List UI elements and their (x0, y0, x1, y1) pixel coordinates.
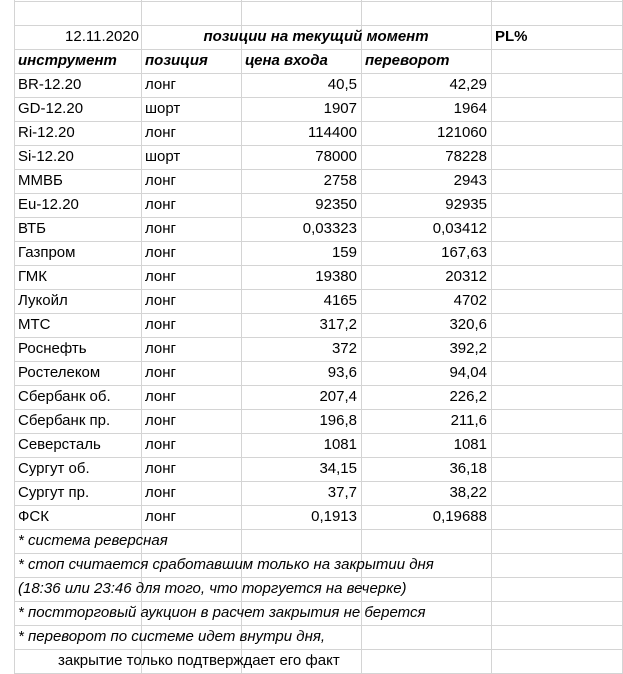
pl-cell[interactable] (491, 313, 623, 337)
date-cell[interactable]: 12.11.2020 (65, 28, 139, 45)
table-row (0, 169, 623, 193)
instrument-cell[interactable]: Ri-12.20 (18, 124, 75, 141)
gridline (14, 1, 623, 2)
note-row (0, 601, 623, 625)
note-row (0, 625, 623, 649)
position-cell[interactable]: лонг (145, 460, 177, 477)
entry-price-cell[interactable]: 114400 (308, 124, 357, 141)
table-row (0, 193, 623, 217)
reversal-cell[interactable]: 92935 (445, 196, 487, 213)
table-row (0, 481, 623, 505)
pl-cell[interactable] (491, 385, 623, 409)
note-row (0, 529, 623, 553)
pl-cell[interactable] (491, 193, 623, 217)
position-cell[interactable]: лонг (145, 508, 177, 525)
pl-cell[interactable] (491, 145, 623, 169)
pl-cell[interactable] (491, 97, 623, 121)
reversal-cell[interactable]: 1964 (453, 100, 487, 117)
col-header-instrument[interactable]: инструмент (18, 52, 117, 69)
pl-cell[interactable] (491, 241, 623, 265)
entry-price-cell[interactable]: 317,2 (319, 316, 357, 333)
reversal-cell[interactable]: 392,2 (449, 340, 487, 357)
table-row (0, 121, 623, 145)
pl-cell[interactable] (491, 265, 623, 289)
instrument-cell[interactable]: Ростелеком (18, 364, 101, 381)
note-text[interactable]: * система реверсная (18, 532, 168, 549)
position-cell[interactable]: лонг (145, 244, 177, 261)
sheet-title[interactable]: позиции на текущий момент (203, 28, 429, 45)
entry-price-cell[interactable]: 2758 (323, 172, 357, 189)
instrument-cell[interactable]: Северсталь (18, 436, 101, 453)
position-cell[interactable]: лонг (145, 436, 177, 453)
instrument-cell[interactable]: BR-12.20 (18, 76, 82, 93)
position-cell[interactable]: лонг (145, 388, 177, 405)
entry-price-cell[interactable]: 207,4 (319, 388, 357, 405)
table-row (0, 73, 623, 97)
reversal-cell[interactable]: 2943 (453, 172, 487, 189)
column-header-row (0, 49, 623, 73)
table-row (0, 289, 623, 313)
instrument-cell[interactable]: Eu-12.20 (18, 196, 79, 213)
note-text[interactable]: * переворот по системе идет внутри дня, (18, 628, 326, 645)
instrument-cell[interactable]: ММВБ (18, 172, 63, 189)
note-text[interactable]: * постторговый аукцион в расчет закрытия не берется (18, 604, 426, 621)
instrument-cell[interactable]: Роснефть (18, 340, 87, 357)
table-row (0, 361, 623, 385)
reversal-cell[interactable]: 94,04 (449, 364, 487, 381)
position-cell[interactable]: лонг (145, 76, 177, 93)
entry-price-cell[interactable]: 93,6 (327, 364, 357, 381)
entry-price-cell[interactable]: 372 (331, 340, 357, 357)
pl-cell[interactable] (491, 505, 623, 529)
table-row (0, 457, 623, 481)
reversal-cell[interactable]: 121060 (436, 124, 487, 141)
note-row (0, 577, 623, 601)
instrument-cell[interactable]: Сургут пр. (18, 484, 90, 501)
entry-price-cell[interactable]: 78000 (315, 148, 357, 165)
position-cell[interactable]: шорт (145, 148, 181, 165)
pl-cell[interactable] (491, 73, 623, 97)
instrument-cell[interactable]: Газпром (18, 244, 76, 261)
position-cell[interactable]: лонг (145, 364, 177, 381)
instrument-cell[interactable]: ГМК (18, 268, 48, 285)
reversal-cell[interactable]: 167,63 (441, 244, 487, 261)
table-row (0, 409, 623, 433)
instrument-cell[interactable]: ВТБ (18, 220, 47, 237)
entry-price-cell[interactable]: 0,03323 (302, 220, 357, 237)
reversal-cell[interactable]: 226,2 (449, 388, 487, 405)
position-cell[interactable]: лонг (145, 220, 177, 237)
reversal-cell[interactable]: 20312 (445, 268, 487, 285)
reversal-cell[interactable]: 36,18 (449, 460, 487, 477)
table-row (0, 337, 623, 361)
position-cell[interactable]: лонг (145, 316, 177, 333)
pl-cell[interactable] (491, 337, 623, 361)
col-header-reversal[interactable]: переворот (365, 52, 450, 69)
pl-cell[interactable] (491, 433, 623, 457)
table-row (0, 313, 623, 337)
entry-price-cell[interactable]: 1081 (323, 436, 357, 453)
reversal-cell[interactable]: 38,22 (449, 484, 487, 501)
position-cell[interactable]: лонг (145, 268, 177, 285)
instrument-cell[interactable]: Сургут об. (18, 460, 90, 477)
entry-price-cell[interactable]: 19380 (315, 268, 357, 285)
entry-price-cell[interactable]: 4165 (323, 292, 357, 309)
pl-cell[interactable] (491, 169, 623, 193)
entry-price-cell[interactable]: 34,15 (319, 460, 357, 477)
col-header-entry-price[interactable]: цена входа (245, 52, 328, 69)
instrument-cell[interactable]: МТС (18, 316, 51, 333)
position-cell[interactable]: лонг (145, 172, 177, 189)
reversal-cell[interactable]: 4702 (453, 292, 487, 309)
note-text[interactable]: закрытие только подтверждает его факт (58, 652, 340, 669)
table-row (0, 217, 623, 241)
position-cell[interactable]: лонг (145, 196, 177, 213)
position-cell[interactable]: лонг (145, 340, 177, 357)
position-cell[interactable]: лонг (145, 292, 177, 309)
position-cell[interactable]: лонг (145, 484, 177, 501)
header-row (0, 25, 623, 49)
instrument-cell[interactable]: ФСК (18, 508, 49, 525)
instrument-cell[interactable]: GD-12.20 (18, 100, 84, 117)
position-cell[interactable]: лонг (145, 412, 177, 429)
table-row (0, 385, 623, 409)
reversal-cell[interactable]: 1081 (453, 436, 487, 453)
reversal-cell[interactable]: 78228 (445, 148, 487, 165)
pl-header[interactable]: PL% (495, 28, 528, 45)
instrument-cell[interactable]: Лукойл (18, 292, 68, 309)
reversal-cell[interactable]: 0,19688 (432, 508, 487, 525)
col-header-position[interactable]: позиция (145, 52, 208, 69)
entry-price-cell[interactable]: 37,7 (327, 484, 357, 501)
instrument-cell[interactable]: Сбербанк об. (18, 388, 111, 405)
table-row (0, 265, 623, 289)
note-row (0, 553, 623, 577)
table-row (0, 505, 623, 529)
pl-cell[interactable] (491, 457, 623, 481)
entry-price-cell[interactable]: 1907 (323, 100, 357, 117)
reversal-cell[interactable]: 0,03412 (432, 220, 487, 237)
table-row (0, 241, 623, 265)
position-cell[interactable]: лонг (145, 124, 177, 141)
table-row (0, 145, 623, 169)
entry-price-cell[interactable]: 0,1913 (311, 508, 357, 525)
position-cell[interactable]: шорт (145, 100, 181, 117)
entry-price-cell[interactable]: 159 (331, 244, 357, 261)
table-row (0, 433, 623, 457)
entry-price-cell[interactable]: 196,8 (319, 412, 357, 429)
pl-cell[interactable] (491, 361, 623, 385)
note-row (0, 649, 623, 673)
pl-cell[interactable] (491, 217, 623, 241)
note-text[interactable]: * стоп считается сработавшим только на закрытии дня (18, 556, 434, 573)
reversal-cell[interactable]: 42,29 (449, 76, 487, 93)
pl-cell[interactable] (491, 289, 623, 313)
instrument-cell[interactable]: Si-12.20 (18, 148, 74, 165)
reversal-cell[interactable]: 211,6 (450, 412, 487, 429)
pl-cell[interactable] (491, 409, 623, 433)
note-text[interactable]: (18:36 или 23:46 для того, что торгуется на вечерке) (18, 580, 407, 597)
entry-price-cell[interactable]: 40,5 (327, 76, 357, 93)
reversal-cell[interactable]: 320,6 (449, 316, 487, 333)
pl-cell[interactable] (491, 121, 623, 145)
pl-cell[interactable] (491, 481, 623, 505)
table-row (0, 97, 623, 121)
entry-price-cell[interactable]: 92350 (315, 196, 357, 213)
instrument-cell[interactable]: Сбербанк пр. (18, 412, 111, 429)
